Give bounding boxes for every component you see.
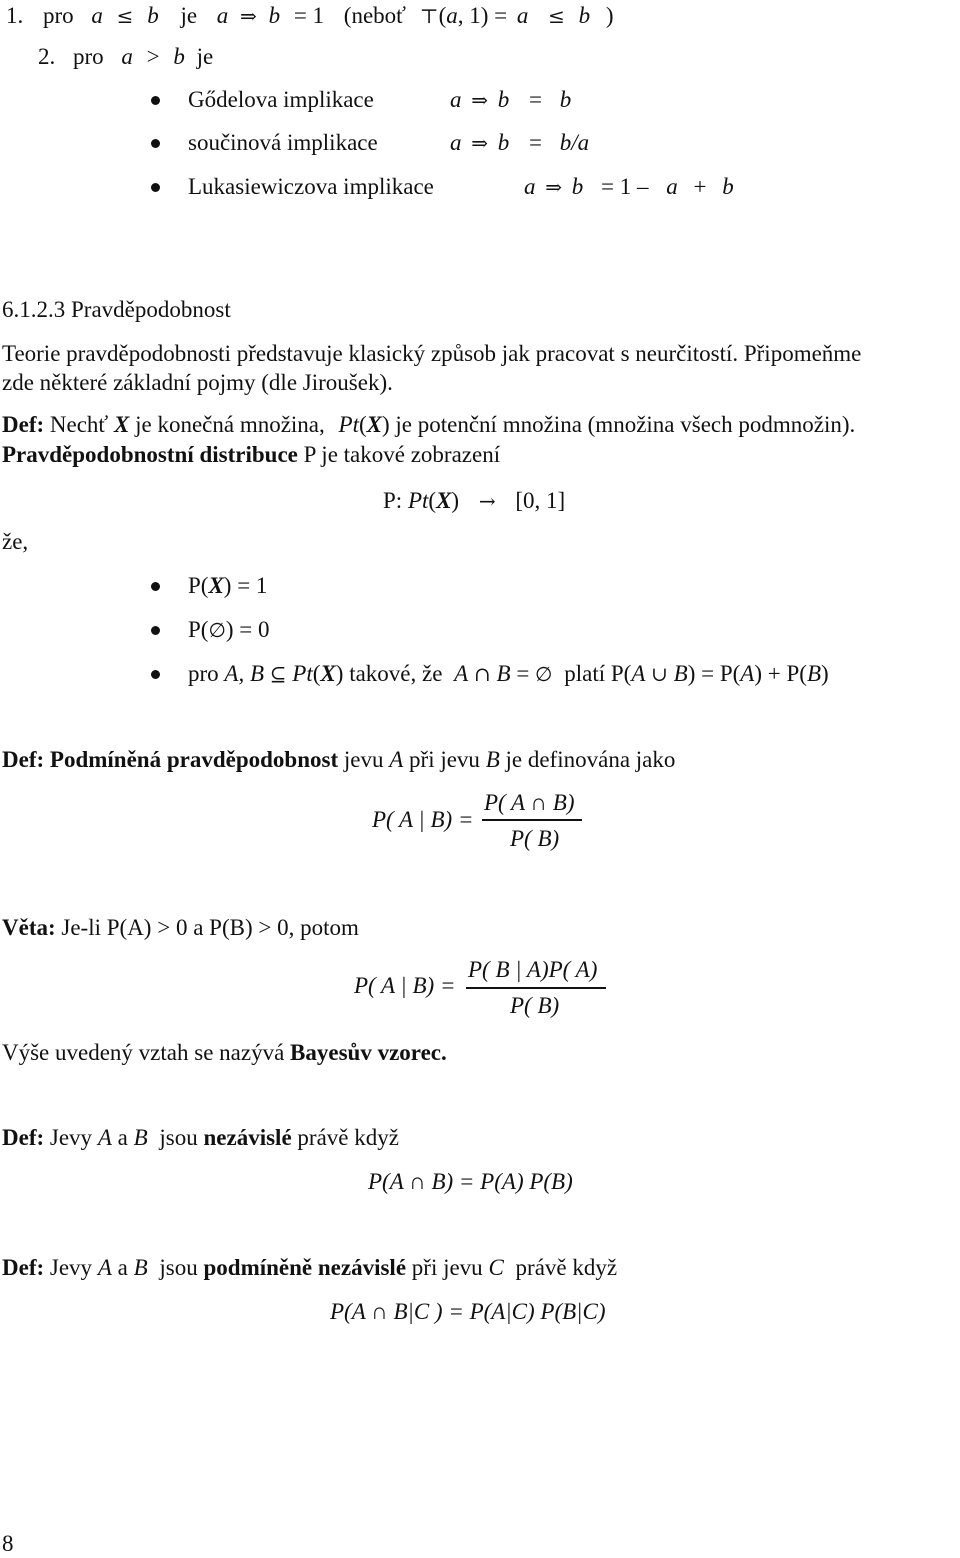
intro-line-2: zde některé základní pojmy (dle Jiroušek). (2, 370, 393, 395)
fraction-bar (482, 819, 582, 821)
def-conditional-line (2, 746, 675, 774)
distribution-line (2, 441, 500, 469)
ze-text: že, (2, 529, 29, 554)
def-label: Def: (2, 1125, 45, 1150)
def-cond-independence-line (2, 1254, 617, 1282)
var-B: B (673, 661, 688, 686)
text: = (529, 130, 542, 155)
empty-set-symbol: ∅ (208, 618, 226, 642)
var-a: a (524, 174, 536, 199)
union-symbol: ∪ (651, 662, 668, 686)
var-A: A (454, 661, 469, 686)
text: + (693, 174, 707, 199)
implication-name: Lukasiewiczova implikace (188, 174, 434, 199)
subset-symbol: ⊆ (269, 662, 287, 686)
intro-line-1: Teorie pravděpodobnosti představuje klasický způsob jak pracovat s neurčitostí. Připomeňme (2, 341, 862, 366)
var-X: X (208, 573, 224, 598)
var-A: A (97, 1125, 112, 1150)
theorem-label: Věta: (2, 915, 56, 940)
def-probability-line: Def: Nechť X je konečná množina, Pt(X) je potenční množina (množina všech podmnožin). (2, 412, 856, 437)
text: = 1 (293, 3, 325, 28)
bullet-icon (151, 183, 160, 192)
text: je definována jako (505, 747, 676, 772)
text: > (146, 44, 160, 69)
text: (neboť (343, 3, 406, 28)
var-X: X (436, 488, 452, 513)
implies-symbol: ⇒ (471, 88, 489, 112)
var-Pt: Pt (292, 661, 313, 686)
implication-formula (450, 86, 571, 114)
var-A: A (389, 747, 404, 772)
axiom-1 (188, 572, 267, 600)
case-2-line (38, 43, 213, 71)
text: ) = P( (687, 661, 741, 686)
implication-formula (450, 129, 589, 157)
text: P(A) > 0 a P(B) > 0, potom (106, 915, 359, 940)
mapping-formula: P: Pt(X) → [0, 1] (383, 488, 566, 513)
text: P: (383, 488, 403, 513)
term: podmíněně nezávislé (203, 1255, 407, 1280)
var-b: b (578, 3, 591, 28)
var-a: a (91, 3, 103, 28)
cond-prob-lhs: P( A | B) = (372, 807, 474, 832)
text: platí P( (564, 661, 632, 686)
text: právě když (515, 1255, 618, 1280)
intersection-symbol: ∩ (473, 662, 491, 686)
var-b: b (497, 87, 510, 112)
var-a: a (516, 3, 529, 28)
text: takové, že (349, 661, 443, 686)
bullet-icon (151, 670, 160, 679)
case-1-line (6, 2, 614, 30)
text: P( (188, 573, 209, 598)
term: Bayesův vzorec. (290, 1040, 447, 1065)
text: = (529, 87, 542, 112)
var-A: A (631, 661, 646, 686)
term: Pravděpodobnostní distribuce (2, 442, 298, 467)
text: je (196, 44, 214, 69)
axiom-3: pro A, B ⊆ Pt(X) takové, že A ∩ B = ∅ platí P(A ∪ B) = P(A) + P(B) (188, 661, 829, 686)
arrow-icon: → (478, 489, 496, 513)
bullet-icon (151, 626, 160, 635)
var-X: X (114, 412, 130, 437)
empty-set-symbol: ∅ (535, 662, 553, 686)
text: a (117, 1125, 128, 1150)
text: P( (188, 617, 209, 642)
var-B: B (133, 1255, 148, 1280)
var-C: C (488, 1255, 504, 1280)
text: a (117, 1255, 128, 1280)
tnorm-symbol: ⊤ (419, 4, 439, 28)
text: = 1 – (601, 174, 649, 199)
implication-name: součinová implikace (188, 130, 378, 155)
text: při jevu (409, 747, 480, 772)
text: = (516, 661, 530, 686)
term: nezávislé (203, 1125, 292, 1150)
text: jevu (343, 747, 384, 772)
implication-formula (524, 173, 734, 201)
var-a: a (121, 44, 133, 69)
var-a: a (450, 130, 462, 155)
var-A: A (97, 1255, 112, 1280)
implies-symbol: ⇒ (545, 175, 563, 199)
var-b: b (268, 3, 281, 28)
text: pro (188, 661, 219, 686)
text: je (180, 3, 198, 28)
var-a: a (216, 3, 229, 28)
bullet-icon (151, 582, 160, 591)
def-independence-line (2, 1124, 399, 1152)
case-2-number: 2. (38, 44, 56, 69)
var-b: b (497, 130, 510, 155)
var-X: X (366, 412, 382, 437)
var-a: a (666, 174, 678, 199)
text: ) + P( (754, 661, 807, 686)
bayes-lhs: P( A | B) = (354, 973, 456, 998)
var-Pt: Pt (338, 412, 359, 437)
var-B: B (806, 661, 822, 686)
text: jsou (159, 1255, 198, 1280)
var-b: b (147, 3, 159, 28)
fraction-bar (466, 987, 606, 989)
text: Výše uvedený vztah se nazývá (2, 1040, 285, 1065)
implies-symbol: ⇒ (240, 4, 257, 28)
theorem-line (2, 914, 359, 942)
var-X: X (320, 661, 336, 686)
text: Je-li (61, 915, 101, 940)
var-a: a (446, 3, 458, 28)
text: právě když (297, 1125, 399, 1150)
text: při jevu (411, 1255, 483, 1280)
cond-prob-denominator: P( B) (510, 826, 560, 851)
implication-name: Gődelova implikace (188, 87, 374, 112)
var-b: b (571, 174, 584, 199)
var-b: b (559, 87, 572, 112)
page-number: 8 (2, 1531, 14, 1556)
text: [0, 1] (515, 488, 566, 513)
text: pro (73, 44, 104, 69)
bullet-icon (151, 139, 160, 148)
text: ( (438, 3, 447, 28)
var-a: a (450, 87, 462, 112)
section-heading: 6.1.2.3 Pravděpodobnost (2, 297, 231, 322)
text: jsou (159, 1125, 198, 1150)
text: , 1) = (457, 3, 508, 28)
var-A: A (740, 661, 755, 686)
leq-symbol: ≤ (116, 4, 134, 28)
cond-prob-numerator: P( A ∩ B) (484, 790, 575, 815)
var-B: B (485, 747, 500, 772)
var-Pt: Pt (407, 488, 429, 513)
bayes-numerator: P( B | A)P( A) (468, 957, 598, 982)
term: Podmíněná pravděpodobnost (49, 747, 339, 772)
text: ) = 1 (223, 573, 268, 598)
def-label: Def: (2, 747, 45, 772)
text: ) (821, 661, 829, 686)
var-B: B (496, 661, 511, 686)
var-AB: A, B (224, 661, 265, 686)
cond-independence-formula: P(A ∩ B|C ) = P(A|C) P(B|C) (330, 1299, 606, 1324)
text: je potenční množina (množina všech podmnožin). (395, 412, 856, 437)
var-b: b (722, 174, 734, 199)
implies-symbol: ⇒ (471, 131, 489, 155)
leq-symbol: ≤ (548, 4, 565, 28)
var-b: b (173, 44, 185, 69)
independence-formula: P(A ∩ B) = P(A) P(B) (368, 1169, 573, 1194)
text: b/a (559, 130, 590, 155)
text: Nechť (49, 412, 109, 437)
text: P je takové zobrazení (303, 442, 501, 467)
bullet-icon (151, 96, 160, 105)
bayes-denominator: P( B) (510, 993, 560, 1018)
axiom-2 (188, 616, 270, 644)
text: je konečná množina, (135, 412, 325, 437)
text: Jevy (49, 1125, 93, 1150)
def-label: Def: (2, 412, 45, 437)
text: pro (43, 3, 74, 28)
bayes-line (2, 1039, 447, 1067)
text: ) (605, 3, 614, 28)
text: Jevy (49, 1255, 93, 1280)
var-B: B (133, 1125, 148, 1150)
def-label: Def: (2, 1255, 45, 1280)
text: ) = 0 (225, 617, 270, 642)
case-1-number: 1. (6, 3, 24, 28)
